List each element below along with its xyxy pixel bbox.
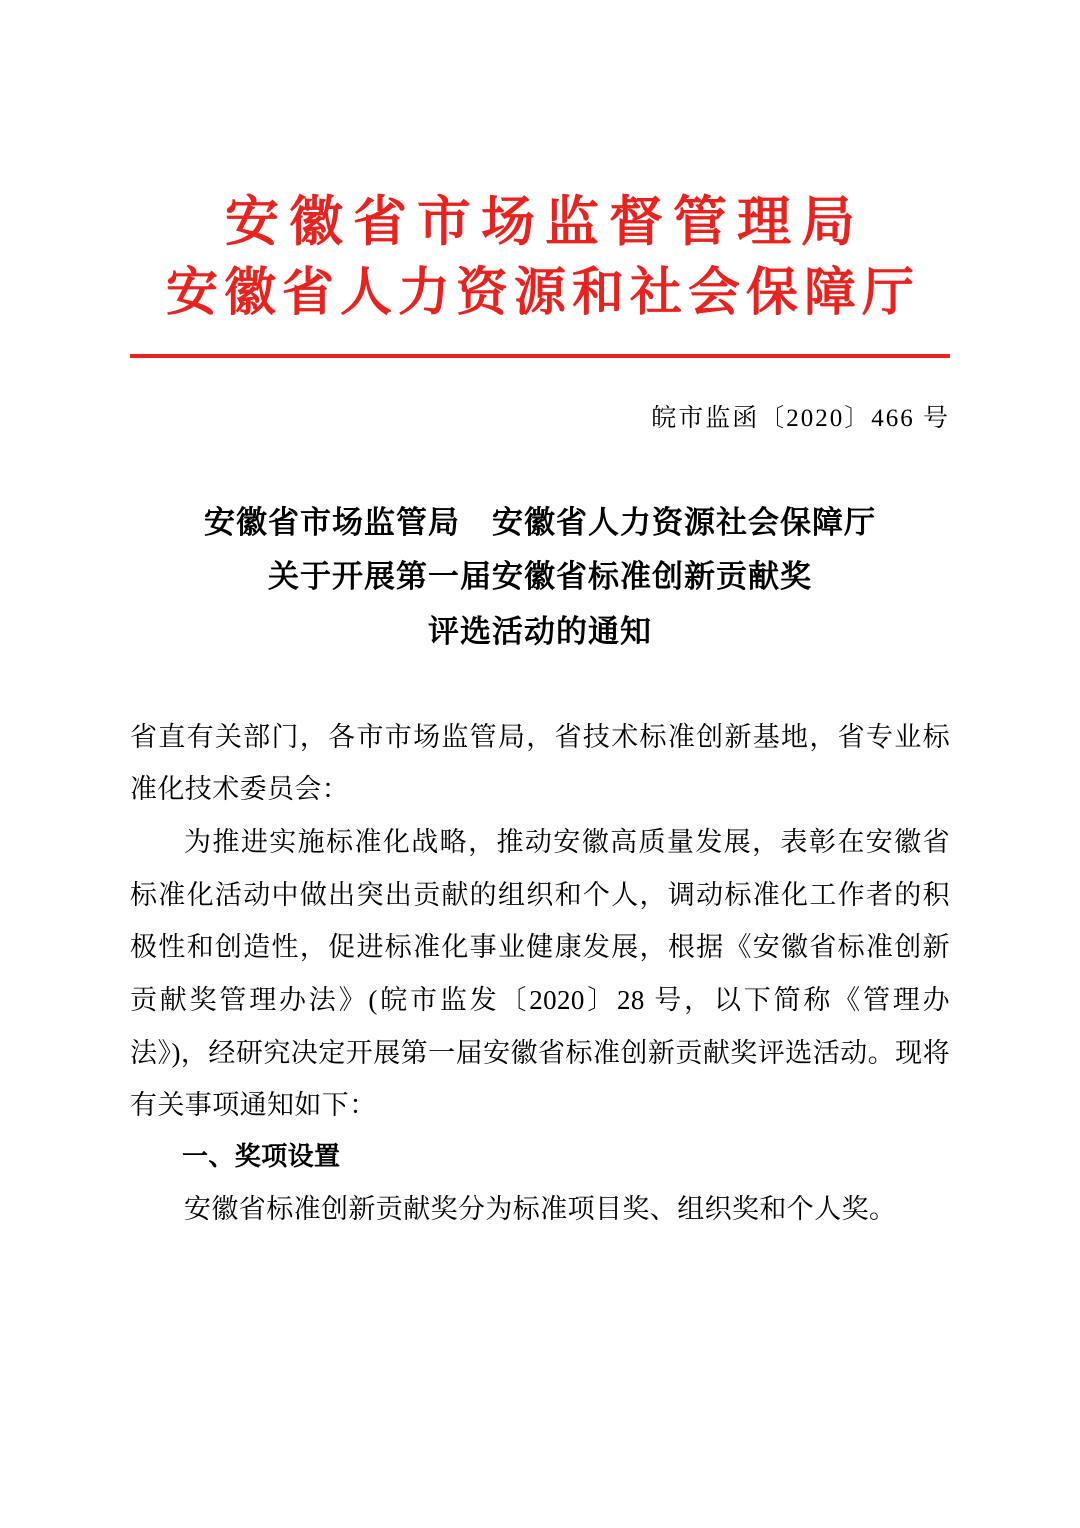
addressee-paragraph: 省直有关部门，各市市场监管局，省技术标准创新基地，省专业标准化技术委员会： xyxy=(130,721,950,805)
letterhead-line-2: 安徽省人力资源和社会保障厅 xyxy=(165,261,920,323)
section-1-paragraph: 安徽省标准创新贡献奖分为标准项目奖、组织奖和个人奖。 xyxy=(184,1193,897,1224)
section-heading-1: 一、奖项设置 xyxy=(182,1141,341,1172)
page-title xyxy=(130,496,950,659)
letterhead xyxy=(130,0,950,358)
body-paragraph-1: 为推进实施标准化战略，推动安徽高质量发展，表彰在安徽省标准化活动中做出突出贡献的组织和个人，调动标准化工作者的积极性和创造性，促进标准化事业健康发展，根据《安徽省标准创新贡献奖管理办法》(皖市监发〔2020〕28 号，以下简称《管理办法》)，经研究决定开展第一届安徽省标准创新贡献奖评选活动。现将有关事项通知如下： xyxy=(130,827,950,1121)
title-line-1: 安徽省市场监管局 安徽省人力资源社会保障厅 xyxy=(204,505,876,541)
title-line-2: 关于开展第一届安徽省标准创新贡献奖 xyxy=(268,559,812,595)
letterhead-line-1: 安徽省市场监督管理局 xyxy=(225,189,865,253)
document-body xyxy=(130,711,950,1235)
letterhead-divider xyxy=(130,354,950,358)
document-number: 皖市监函〔2020〕466 号 xyxy=(651,405,950,433)
title-line-3: 评选活动的通知 xyxy=(428,613,652,649)
